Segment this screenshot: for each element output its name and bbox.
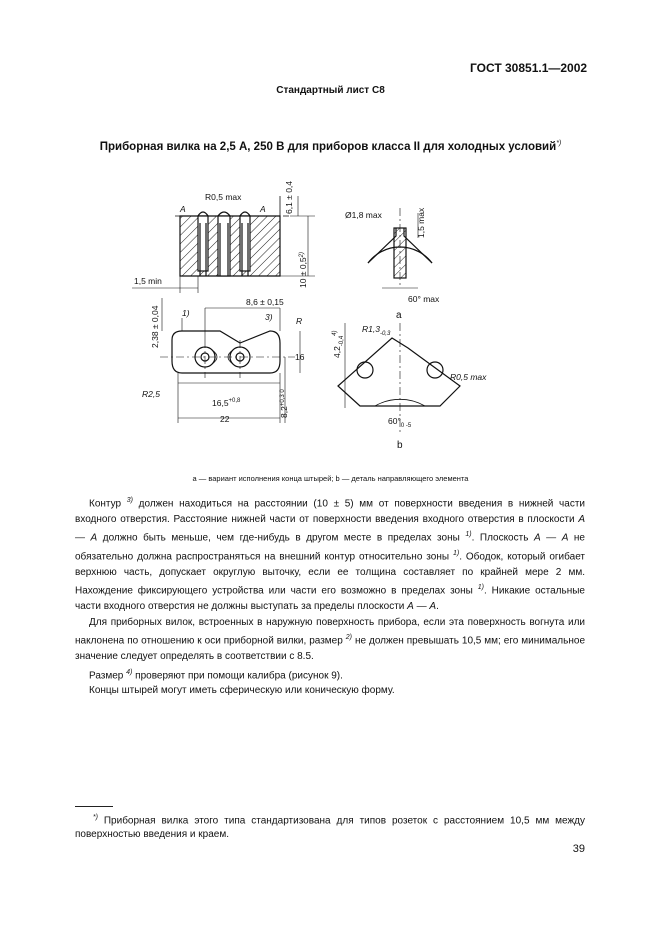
label-r05max: R0,5 max xyxy=(205,192,242,202)
label-r: R xyxy=(296,316,303,326)
label-r25: R2,5 xyxy=(142,389,160,399)
footnote-text: Приборная вилка этого типа стандартизована для типов розеток с расстоянием 10,5 мм между поверхностью введения и краем. xyxy=(75,815,585,841)
label-note3: 3) xyxy=(265,312,273,322)
label-a-left: A xyxy=(180,204,186,214)
label-angle60b-text: 60° xyxy=(388,416,401,426)
figure-title xyxy=(0,140,661,153)
p1-note: 1) xyxy=(465,531,472,539)
label-dim-82 xyxy=(279,389,289,418)
p1-text: должно быть меньше, чем где-нибудь в другом месте в пределах зоны xyxy=(97,532,466,544)
label-dim-42-tol: -0,4 xyxy=(339,335,345,347)
figure-caption: а — вариант исполнения конца штырей; b — деталь направляющего элемента xyxy=(192,474,469,483)
sheet-title: Стандартный лист С8 xyxy=(276,85,385,96)
label-dim-61: 6,1 ± 0,4 xyxy=(284,180,294,214)
label-detail-b: b xyxy=(397,440,403,451)
label-dim-165 xyxy=(212,398,241,408)
figure-title-note: *) xyxy=(556,140,562,147)
p2-text: не должен превышать 10,5 мм; его минимальное значение следует определять в соответствии с 8.5. xyxy=(75,635,586,663)
paragraph-4: Концы штырей могут иметь сферическую или коническую форму. xyxy=(89,685,395,697)
footnote xyxy=(75,811,585,842)
p3-note: 4) xyxy=(126,668,133,676)
paragraph-2 xyxy=(75,615,585,665)
p1-text: . xyxy=(436,601,439,613)
label-r13-text: R1,3 xyxy=(362,324,380,334)
label-dim-22: 22 xyxy=(220,414,230,424)
label-angle60max: 60° max xyxy=(408,294,440,304)
label-dim-16: 16 xyxy=(295,352,305,362)
standard-number: ГОСТ 30851.1—2002 xyxy=(470,61,588,75)
label-dim-86: 8,6 ± 0,15 xyxy=(246,297,284,307)
page-number: 39 xyxy=(572,843,585,855)
p1-text: . Плоскость xyxy=(471,532,534,544)
label-dim-42 xyxy=(332,330,345,358)
label-r13 xyxy=(362,324,391,337)
p1-note: 3) xyxy=(126,497,133,504)
p1-text: . Ободок, который огибает верхнюю часть, допускает округлую выточку, если ее толщина составляет по крайней мере 2 мм. Нахождение фиксирующего устройства или части его возможно в пределах зоны xyxy=(75,551,585,597)
label-detail-a: a xyxy=(396,310,402,321)
label-angle60b xyxy=(388,416,412,429)
label-note1: 1) xyxy=(182,308,190,318)
label-a-right: A xyxy=(260,204,266,214)
technical-drawing xyxy=(120,168,510,458)
label-dim-42-note: 4) xyxy=(332,330,338,336)
figure-title-text: Приборная вилка на 2,5 А, 250 В для приборов класса II для холодных условий xyxy=(99,140,557,153)
label-r13-tol: -0,3 xyxy=(379,331,391,337)
p1-text: Контур xyxy=(89,498,127,510)
p3-text: проверяют при помощи калибра (рисунок 9). xyxy=(132,669,343,681)
label-dim-15min: 1,5 min xyxy=(134,276,162,286)
label-dim-10-text: 10 ± 0,5 xyxy=(298,257,308,288)
paragraph-3 xyxy=(75,665,585,684)
p2-note: 2) xyxy=(345,634,352,642)
p1-plane: А — А xyxy=(533,532,569,544)
p1-plane: А — А xyxy=(407,601,437,613)
label-d18max: Ø1,8 max xyxy=(345,210,382,220)
p1-note: 1) xyxy=(452,550,460,558)
p1-note: 1) xyxy=(477,584,484,592)
p1-plane: А — А xyxy=(75,513,585,544)
label-dim-165-tol: +0,8 xyxy=(228,398,241,404)
label-dim-10 xyxy=(298,252,308,288)
front-view xyxy=(160,298,303,423)
p3-text: Размер xyxy=(89,669,127,681)
p1-text: не обязательно должна распространяться на внешний контур относительно зоны xyxy=(75,532,585,563)
footnote-rule xyxy=(75,806,113,807)
label-r05max-b: R0,5 max xyxy=(450,372,487,382)
p2-text: Для приборных вилок, встроенных в наружную поверхность прибора, если эта поверхность вогнута или наклонена по отношению к оси приборной вилки, размер xyxy=(75,616,585,647)
label-dim-82-text: 8,2 xyxy=(279,406,289,418)
p1-text: . Никакие остальные части входного отверстия не должны выступать за пределы плоскости xyxy=(75,585,585,613)
label-dim-10-sup: 2) xyxy=(299,251,305,258)
body-text xyxy=(75,493,585,699)
label-dim-15max: 1,5 max xyxy=(416,207,426,238)
label-dim-238: 2,38 ± 0,04 xyxy=(150,305,160,348)
label-dim-165-text: 16,5 xyxy=(212,398,229,408)
paragraph-1 xyxy=(75,493,585,615)
label-angle60b-tol: 0 -5 xyxy=(400,423,412,429)
label-dim-82-tol: +0,3 0 xyxy=(280,389,286,407)
label-dim-42-text: 4,2 xyxy=(332,346,342,358)
footnote-mark: *) xyxy=(92,814,98,821)
p1-text: должен находиться на расстоянии (10 ± 5) мм от поверхности введения в нижней части входного отверстия. Расстояние нижней части от поверхности введения входного отверстия в плоскости xyxy=(75,498,585,525)
